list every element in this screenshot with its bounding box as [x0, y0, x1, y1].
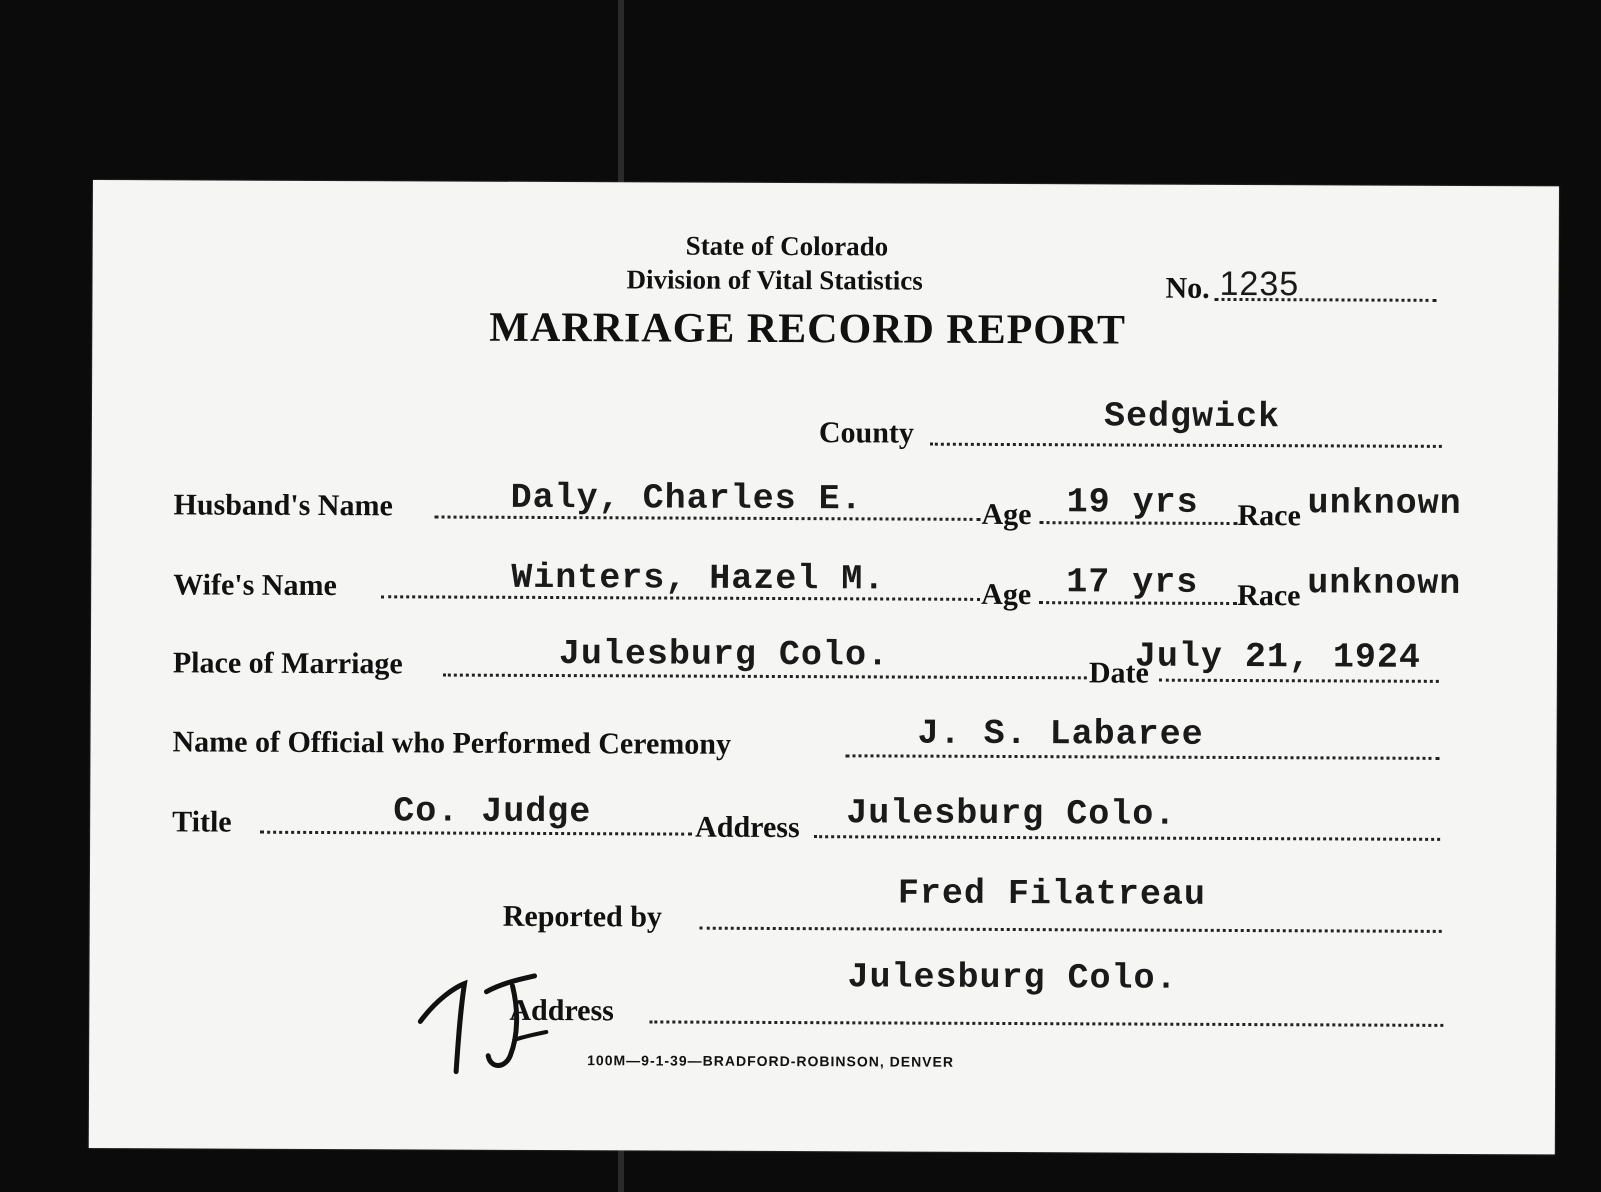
reported-by-label: Reported by [502, 899, 663, 934]
wife-name-value: Winters, Hazel M. [511, 557, 886, 600]
county-value: Sedgwick [1103, 396, 1281, 438]
reported-by-value: Fred Filatreau [897, 873, 1207, 915]
reporter-address-line [649, 1020, 1443, 1026]
official-line [845, 754, 1439, 760]
wife-name-label: Wife's Name [173, 568, 337, 603]
husband-race-label: Race [1237, 498, 1301, 533]
wife-age-value: 17 yrs [1066, 562, 1199, 603]
official-label: Name of Official who Performed Ceremony [172, 725, 732, 761]
place-label: Place of Marriage [172, 646, 403, 681]
county-line [930, 443, 1442, 448]
scan-edge-bottom [618, 1145, 624, 1192]
state-heading: State of Colorado [685, 230, 889, 262]
husband-age-value: 19 yrs [1066, 482, 1199, 523]
form-title: MARRIAGE RECORD REPORT [489, 304, 1127, 354]
record-number-label: No. [1165, 271, 1210, 305]
title-address-line [814, 835, 1440, 841]
husband-age-label: Age [981, 497, 1032, 532]
wife-age-label: Age [981, 577, 1032, 612]
division-heading: Division of Vital Statistics [626, 264, 923, 296]
reporter-address-value: Julesburg Colo. [847, 957, 1178, 999]
printer-imprint: 100M—9-1-39—BRADFORD-ROBINSON, DENVER [587, 1052, 955, 1070]
title-value: Co. Judge [393, 791, 592, 833]
husband-race-value: unknown [1307, 483, 1462, 524]
record-number-value: 1235 [1219, 264, 1300, 304]
county-label: County [818, 416, 915, 450]
husband-name-value: Daly, Charles E. [510, 477, 863, 520]
date-value: July 21, 1924 [1134, 636, 1422, 678]
handwritten-initials [414, 969, 565, 1090]
official-value: J. S. Labaree [917, 713, 1204, 755]
place-value: Julesburg Colo. [558, 634, 890, 676]
reporter-address-label: Address [509, 993, 614, 1028]
title-address-label: Address [695, 810, 800, 845]
scan-edge-top [618, 0, 624, 185]
reported-by-line [700, 927, 1442, 933]
title-label: Title [172, 805, 232, 839]
title-address-value: Julesburg Colo. [846, 793, 1177, 835]
wife-race-label: Race [1237, 578, 1301, 613]
wife-race-value: unknown [1307, 563, 1462, 604]
date-line [1159, 679, 1439, 683]
marriage-record-card [89, 180, 1559, 1154]
husband-name-label: Husband's Name [173, 488, 393, 523]
date-label: Date [1088, 656, 1149, 690]
